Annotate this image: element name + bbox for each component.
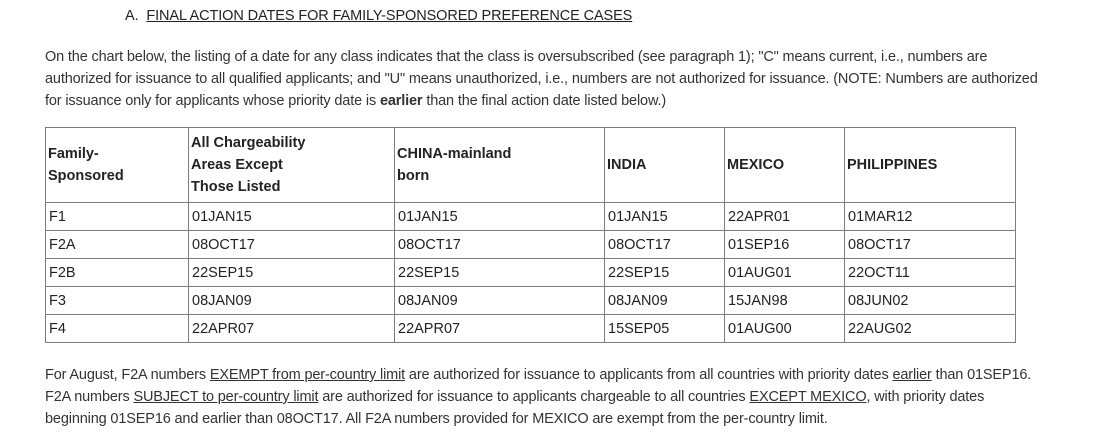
preference-category-cell: F2B (46, 259, 189, 287)
final-action-date-cell: 22SEP15 (189, 259, 395, 287)
table-header-row (46, 128, 1016, 203)
section-heading (125, 8, 632, 24)
final-action-date-cell: 01JAN15 (189, 203, 395, 231)
final-action-date-cell: 15SEP05 (605, 315, 725, 343)
intro-bold-earlier: earlier (379, 93, 423, 109)
final-action-date-cell: 01AUG00 (725, 315, 845, 343)
final-action-date-cell: 15JAN98 (725, 287, 845, 315)
table-row (46, 231, 1016, 259)
footer-paragraph (45, 364, 1035, 430)
final-action-date-cell: 01MAR12 (845, 203, 1016, 231)
final-action-date-cell: 08JAN09 (189, 287, 395, 315)
preference-category-cell: F3 (46, 287, 189, 315)
final-action-date-cell: 08OCT17 (189, 231, 395, 259)
section-letter: A. (125, 8, 139, 24)
column-header (725, 128, 845, 203)
intro-text-2: than the final action date listed below.) (422, 93, 667, 109)
column-header-line: PHILIPPINES (847, 157, 938, 173)
preference-category-cell: F2A (46, 231, 189, 259)
final-action-date-cell: 01SEP16 (725, 231, 845, 259)
column-header (605, 128, 725, 203)
column-header-line: born (397, 168, 430, 184)
intro-paragraph (45, 46, 1045, 112)
final-action-date-cell: 22SEP15 (605, 259, 725, 287)
final-action-date-cell: 01JAN15 (605, 203, 725, 231)
table-row (46, 259, 1016, 287)
final-action-date-cell: 01JAN15 (395, 203, 605, 231)
final-action-date-cell: 22APR07 (395, 315, 605, 343)
column-header-line: Areas Except (191, 157, 283, 173)
footer-text-1: For August, F2A numbers (45, 367, 210, 383)
earlier-link[interactable]: earlier (892, 367, 932, 383)
footer-text-2: are authorized for issuance to applicants from all countries with priority dates (405, 367, 893, 383)
intro-text-1: On the chart below, the listing of a date for any class indicates that the class is oversubscribed (see paragraph 1); "C" means current, i.e., numbers are authorized for issuance to all qualified applicants; and "U" means unauthorized, i.e., numbers are not authorized for issuance. (NOTE: Numbers are authorized for issuance only for applicants whose priority date is (45, 49, 1038, 109)
final-action-date-cell: 22APR07 (189, 315, 395, 343)
table-body (46, 203, 1016, 343)
table-row (46, 315, 1016, 343)
footer-text-3: than 01SEP16. F2A numbers (45, 367, 1032, 405)
table-row (46, 203, 1016, 231)
column-header (46, 128, 189, 203)
final-action-date-cell: 22AUG02 (845, 315, 1016, 343)
exempt-per-country-link[interactable]: EXEMPT from per-country limit (209, 367, 406, 383)
column-header-line: MEXICO (727, 157, 785, 173)
final-action-date-cell: 01AUG01 (725, 259, 845, 287)
preference-category-cell: F4 (46, 315, 189, 343)
final-action-date-cell: 22SEP15 (395, 259, 605, 287)
final-action-date-cell: 08OCT17 (395, 231, 605, 259)
column-header (189, 128, 395, 203)
column-header-line: INDIA (607, 157, 647, 173)
subject-per-country-link[interactable]: SUBJECT to per-country limit (133, 389, 319, 405)
column-header-line: Sponsored (48, 168, 124, 184)
section-title: FINAL ACTION DATES FOR FAMILY-SPONSORED PREFERENCE CASES (146, 8, 633, 24)
final-action-date-cell: 22APR01 (725, 203, 845, 231)
final-action-dates-table (45, 127, 1016, 343)
final-action-date-cell: 08JAN09 (605, 287, 725, 315)
column-header (845, 128, 1016, 203)
except-mexico-link[interactable]: EXCEPT MEXICO (749, 389, 867, 405)
final-action-date-cell: 08JUN02 (845, 287, 1016, 315)
footer-text-4: are authorized for issuance to applicants chargeable to all countries (318, 389, 750, 405)
preference-category-cell: F1 (46, 203, 189, 231)
table-row (46, 287, 1016, 315)
final-action-date-cell: 22OCT11 (845, 259, 1016, 287)
footer-text-5: , with priority dates beginning 01SEP16 and earlier than 08OCT17. All F2A numbers provided for MEXICO are exempt from the per-country limit. (45, 389, 985, 427)
column-header-line: CHINA-mainland (397, 146, 512, 162)
final-action-date-cell: 08JAN09 (395, 287, 605, 315)
final-action-date-cell: 08OCT17 (605, 231, 725, 259)
column-header-line: All Chargeability (191, 135, 306, 151)
final-action-date-cell: 08OCT17 (845, 231, 1016, 259)
column-header-line: Those Listed (191, 179, 281, 195)
column-header (395, 128, 605, 203)
column-header-line: Family- (48, 146, 99, 162)
